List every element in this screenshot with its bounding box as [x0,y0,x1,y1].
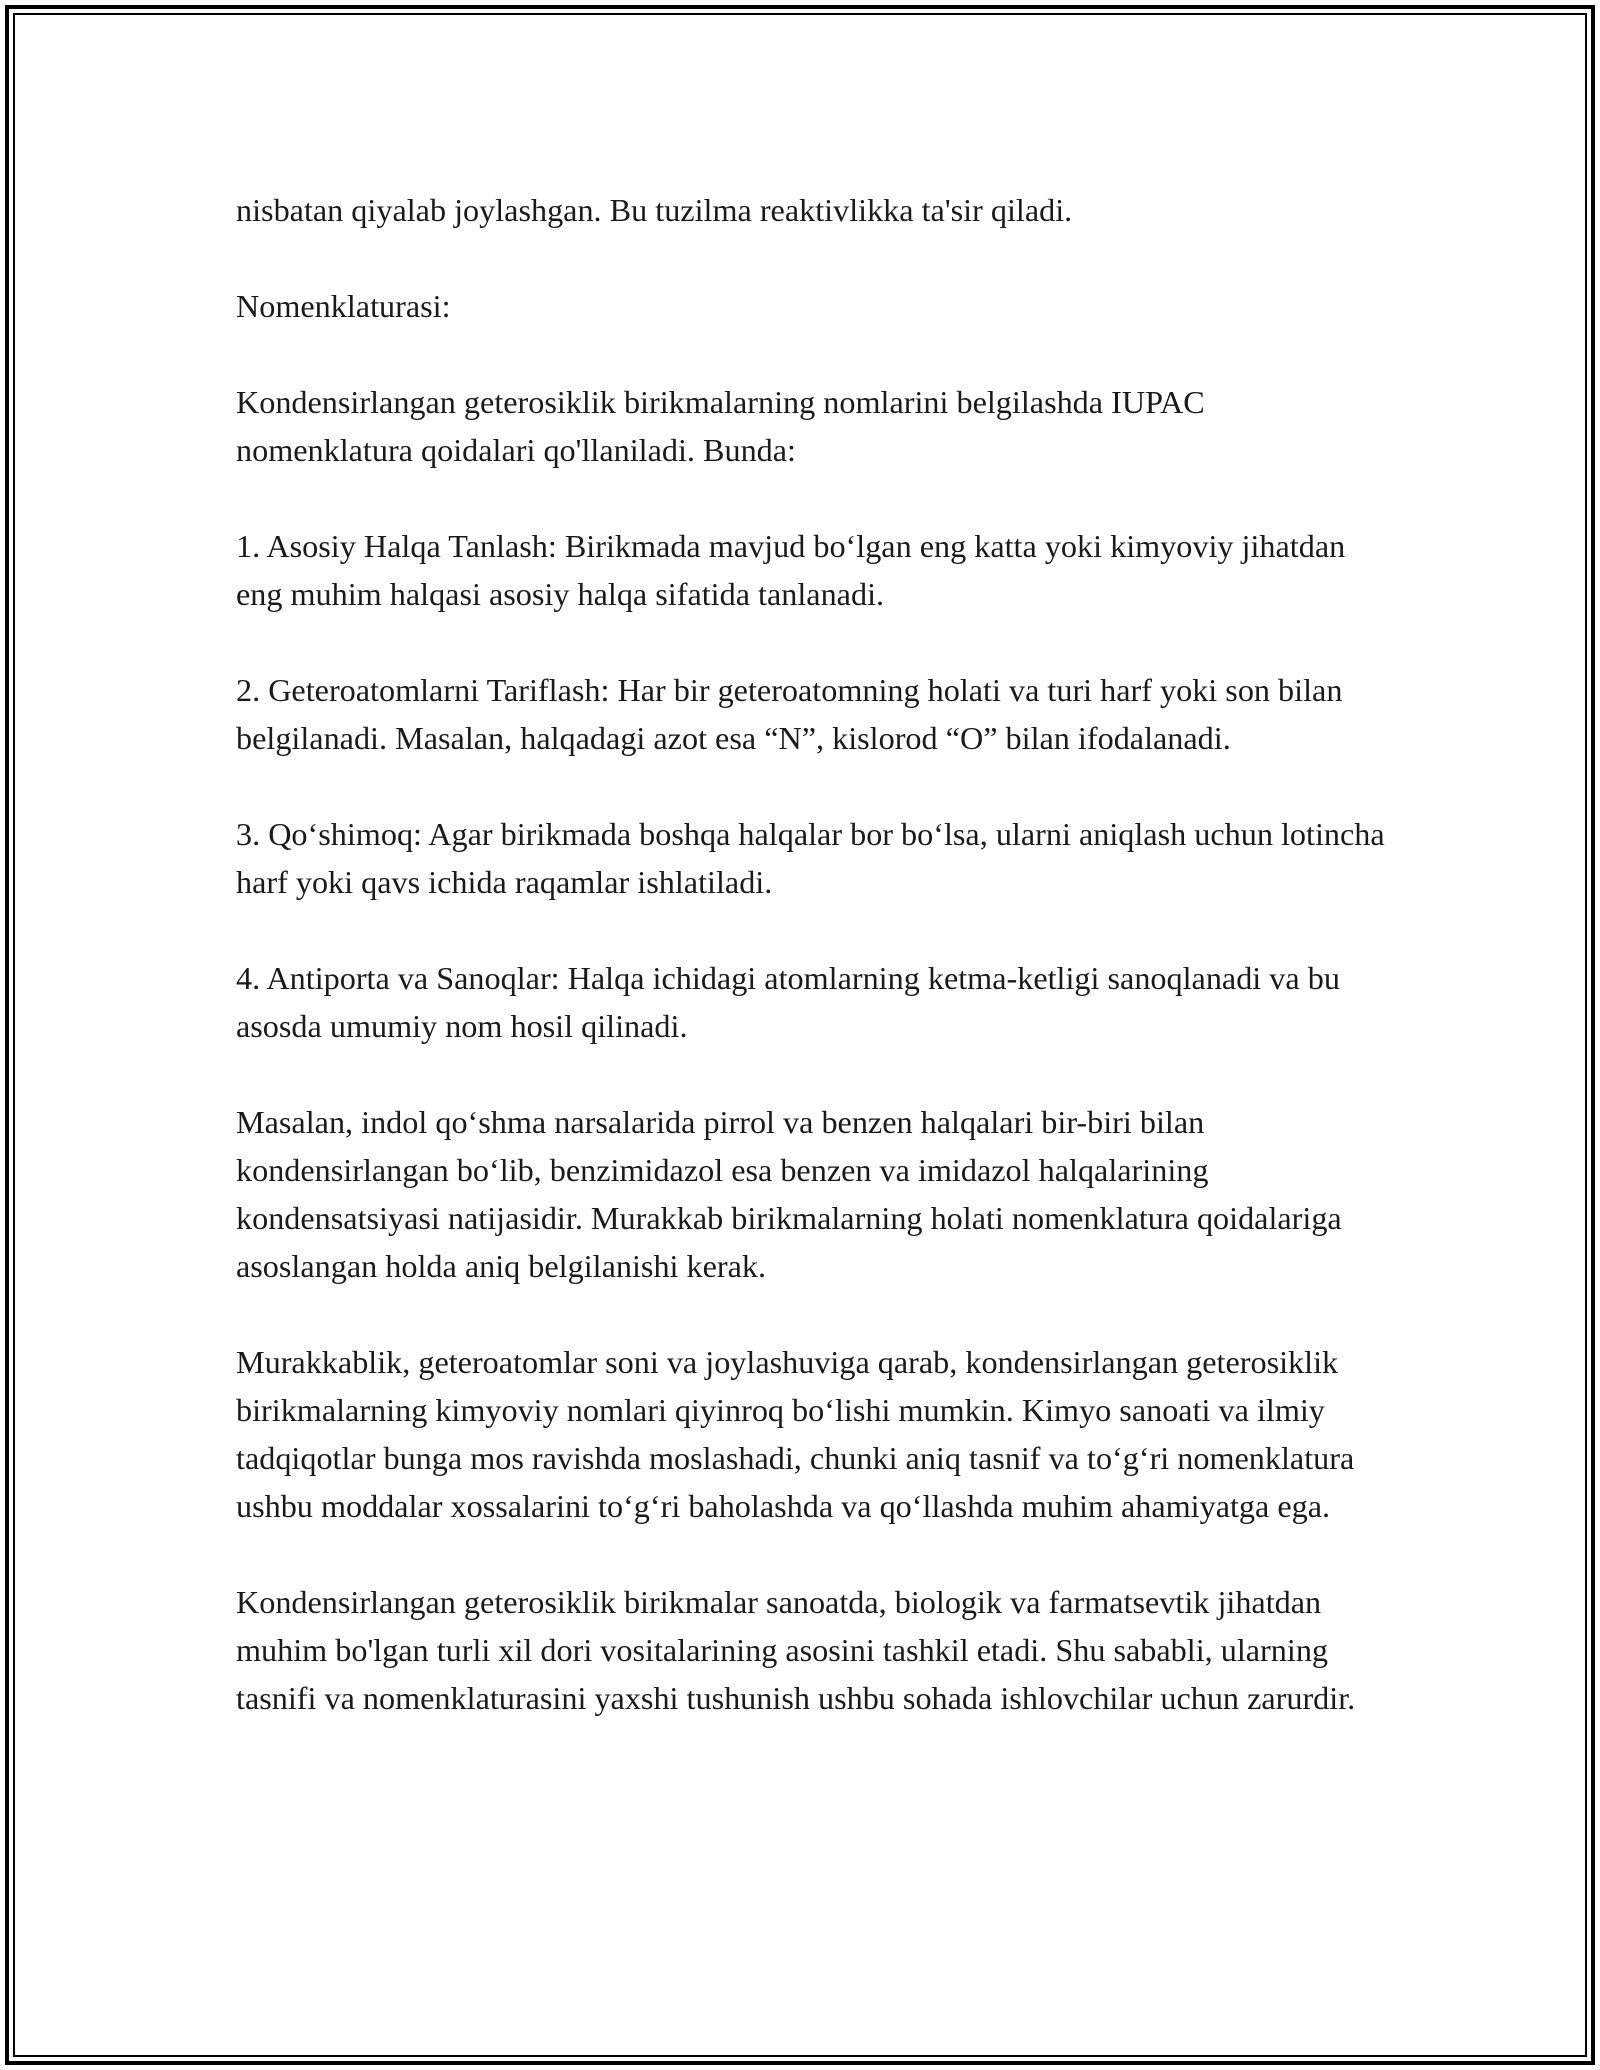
paragraph-example: Masalan, indol qo‘shma narsalarida pirrol va benzen halqalari bir-biri bilan kondensirlangan bo‘lib, benzimidazol esa benzen va imidazol halqalarining kondensatsiyasi natijasidir. Murakkab birikmalarning holati nomenklatura qoidalariga asoslangan holda aniq belgilanishi kerak. [236,1104,1342,1284]
list-item-3: 3. Qo‘shimoq: Agar birikmada boshqa halqalar bor bo‘lsa, ularni aniqlash uchun lotincha harf yoki qavs ichida raqamlar ishlatiladi. [236,816,1385,900]
paragraph-complexity: Murakkablik, geteroatomlar soni va joylashuviga qarab, kondensirlangan geterosiklik birikmalarning kimyoviy nomlari qiyinroq bo‘lishi mumkin. Kimyo sanoati va ilmiy tadqiqotlar bunga mos ravishda moslashadi, chunki aniq tasnif va to‘g‘ri nomenklatura ushbu moddalar xossalarini to‘g‘ri baholashda va qo‘llashda muhim ahamiyatga ega. [236,1344,1355,1524]
paragraph-conclusion: Kondensirlangan geterosiklik birikmalar sanoatda, biologik va farmatsevtik jihatdan muhim bo'lgan turli xil dori vositalarining asosini tashkil etadi. Shu sababli, ularning tasnifi va nomenklaturasini yaxshi tushunish ushbu sohada ishlovchilar uchun zarurdir. [236,1584,1356,1716]
list-item-2: 2. Geteroatomlarni Tariflash: Har bir geteroatomning holati va turi harf yoki son bilan belgilanadi. Masalan, halqadagi azot esa “N”, kislorod “O” bilan ifodalanadi. [236,672,1343,756]
paragraph-iupac-intro: Kondensirlangan geterosiklik birikmalarning nomlarini belgilashda IUPAC nomenklatura qoidalari qo'llaniladi. Bunda: [236,384,1205,468]
paragraph-continuation: nisbatan qiyalab joylashgan. Bu tuzilma reaktivlikka ta'sir qiladi. [236,192,1073,228]
document-body [236,186,1386,1722]
list-item-1: 1. Asosiy Halqa Tanlash: Birikmada mavjud bo‘lgan eng katta yoki kimyoviy jihatdan eng muhim halqasi asosiy halqa sifatida tanlanadi. [236,528,1346,612]
section-heading-nomenclature: Nomenklaturasi: [236,288,451,324]
list-item-4: 4. Antiporta va Sanoqlar: Halqa ichidagi atomlarning ketma-ketligi sanoqlanadi va bu asosda umumiy nom hosil qilinadi. [236,960,1340,1044]
